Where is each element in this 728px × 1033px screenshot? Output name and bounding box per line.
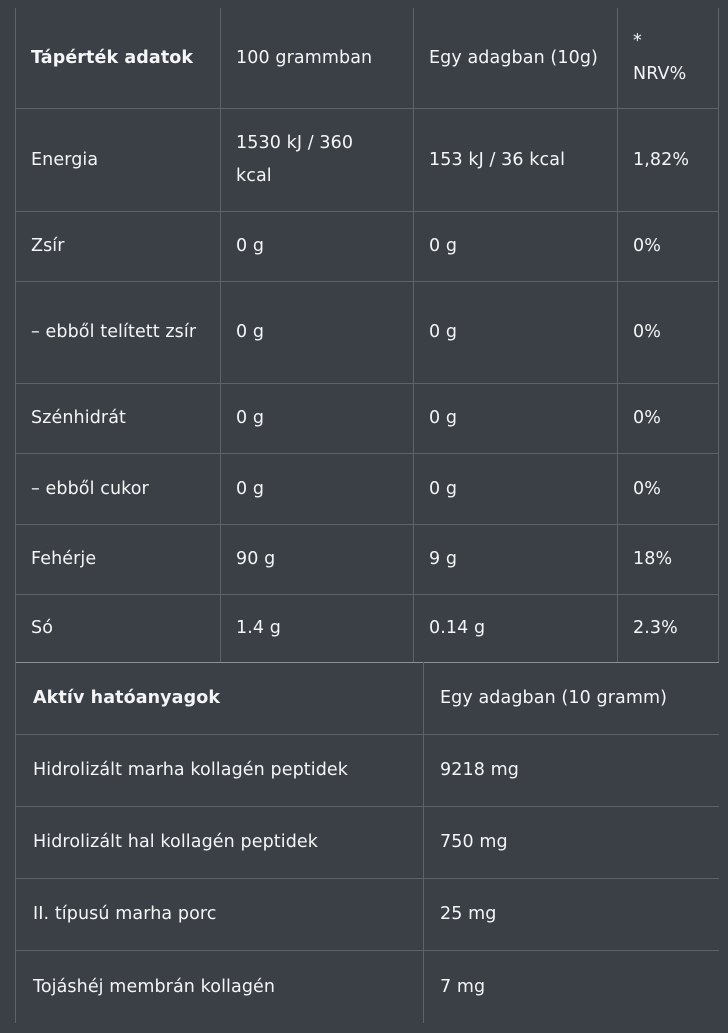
value-per-serving: 0.14 g [429, 618, 486, 638]
nutrient-name: Szénhidrát [31, 408, 126, 428]
value-nrv: 2.3% [633, 618, 678, 638]
value-per-100g: 0 g [236, 236, 265, 256]
table-row [15, 807, 719, 878]
header-per-serving: Egy adagban (10g) [429, 47, 598, 68]
table-row [15, 595, 719, 662]
table-header-row [15, 8, 719, 108]
ingredient-name: Hidrolizált hal kollagén peptidek [33, 832, 319, 852]
value-per-100g: 0 g [236, 408, 265, 428]
nutrition-table [15, 0, 719, 662]
nutrient-name: Energia [31, 149, 99, 170]
nutrient-name: – ebből telített zsír [31, 322, 197, 342]
value-per-serving: 0 g [429, 236, 458, 256]
value-per-100g: 1530 kJ / 360 kcal [236, 133, 354, 186]
header-nrv: * NRV% [633, 31, 687, 84]
table-row [15, 525, 719, 594]
table-row [15, 384, 719, 453]
value-per-serving: 0 g [429, 408, 458, 428]
value-per-serving: 0 g [429, 322, 458, 342]
ingredient-name: Hidrolizált marha kollagén peptidek [33, 760, 349, 780]
ingredient-name: II. típusú marha porc [33, 904, 217, 924]
ingredient-amount: 7 mg [440, 976, 486, 997]
nutrient-name: Só [31, 618, 54, 638]
value-per-100g: 0 g [236, 322, 265, 342]
header-active-ingredient: Aktív hatóanyagok [33, 688, 221, 708]
header-per-100g: 100 grammban [236, 47, 373, 68]
ingredient-amount: 9218 mg [440, 760, 519, 780]
value-per-serving: 9 g [429, 549, 458, 569]
value-nrv: 0% [633, 408, 661, 428]
value-per-100g: 90 g [236, 549, 276, 569]
table-row [15, 951, 719, 1023]
table-row [15, 282, 719, 383]
value-per-serving: 153 kJ / 36 kcal [429, 149, 566, 170]
value-per-serving: 0 g [429, 478, 458, 499]
value-per-100g: 0 g [236, 478, 265, 499]
table-row [15, 879, 719, 950]
table-row [15, 454, 719, 524]
ingredient-name: Tojáshéj membrán kollagén [33, 976, 276, 997]
ingredient-amount: 25 mg [440, 904, 497, 924]
header-amount-per-serving: Egy adagban (10 gramm) [440, 688, 668, 708]
nutrient-name: Zsír [31, 236, 65, 256]
value-nrv: 18% [633, 549, 673, 569]
header-nutrient: Tápérték adatok [31, 47, 194, 68]
table-row [15, 735, 719, 806]
active-ingredients-table [15, 662, 719, 1033]
nutrient-name: Fehérje [31, 549, 97, 569]
value-nrv: 0% [633, 236, 661, 256]
table-row [15, 109, 719, 211]
value-nrv: 0% [633, 478, 661, 499]
value-per-100g: 1.4 g [236, 618, 282, 638]
table-header-row [15, 663, 719, 734]
table-row [15, 212, 719, 281]
value-nrv: 1,82% [633, 149, 690, 170]
ingredient-amount: 750 mg [440, 832, 508, 852]
value-nrv: 0% [633, 322, 661, 342]
nutrient-name: – ebből cukor [31, 478, 149, 499]
